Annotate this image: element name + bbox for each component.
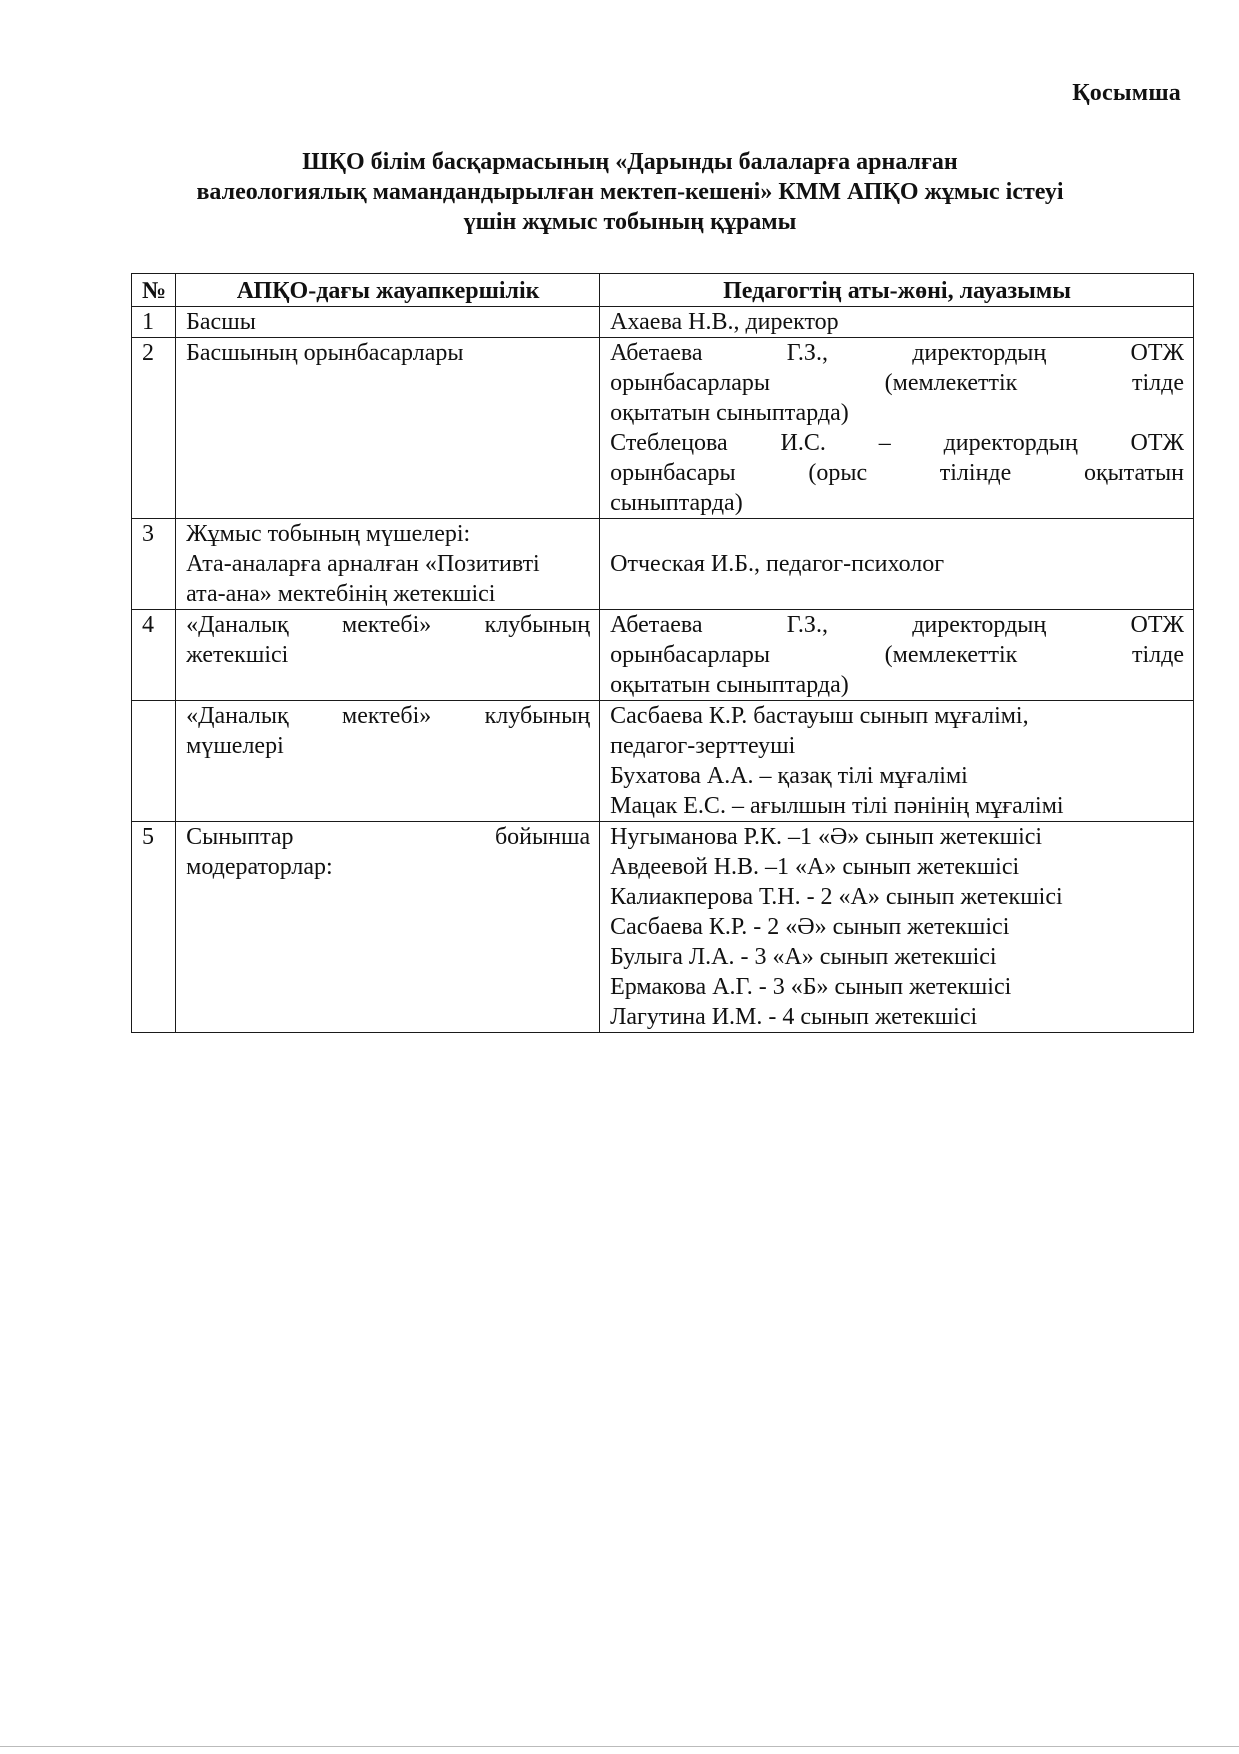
responsibility-text: Басшының орынбасарлары [186,340,464,366]
person-text: Стеблецова И.С. – директордың ОТЖ [610,430,1184,456]
responsibility-text: «Даналық мектебі» клубының [186,612,591,638]
person-text: Калиакперова Т.Н. - 2 «А» сынып жетекшісі [610,884,1063,910]
row-number [132,701,176,822]
table-row [132,338,1194,519]
person-text: педагог-зерттеуші [610,733,796,759]
responsibility-text: Сыныптар бойынша [186,824,591,850]
person-text: Абетаева Г.З., директордың ОТЖ [610,340,1184,366]
page-bottom-divider [0,1746,1239,1747]
person-text: сыныптарда) [610,490,743,516]
person-cell [600,610,1194,701]
table-row [132,307,1194,338]
person-text: орынбасары (орыс тілінде оқытатын [610,460,1184,486]
working-group-table [131,273,1194,1033]
responsibility-cell [176,307,600,338]
responsibility-text: жетекшісі [186,642,289,668]
row-number: 2 [132,338,176,519]
person-text: Авдеевой Н.В. –1 «А» сынып жетекшісі [610,854,1020,880]
row-number: 5 [132,822,176,1033]
person-text: Лагутина И.М. - 4 сынып жетекшісі [610,1004,978,1030]
person-text: Мацак Е.С. – ағылшын тілі пәнінің мұғалімі [610,793,1064,819]
header-responsibility: АПҚО-дағы жауапкершілік [176,274,600,307]
responsibility-text: ата-ана» мектебінің жетекшісі [186,581,496,607]
responsibility-cell [176,610,600,701]
header-number: № [132,274,176,307]
person-cell [600,701,1194,822]
person-text: орынбасарлары (мемлекеттік тілде [610,370,1184,396]
responsibility-cell [176,519,600,610]
responsibility-text: «Даналық мектебі» клубының [186,703,591,729]
person-text: Ахаева Н.В., директор [610,309,839,335]
table-row [132,519,1194,610]
person-cell [600,519,1194,610]
person-text: Сасбаева К.Р. бастауыш сынып мұғалімі, [610,703,1029,729]
responsibility-text: Ата-аналарға арналған «Позитивті [186,551,540,577]
title-line: ШҚО білім басқармасының «Дарынды балаларға арналған [302,149,958,175]
table-row [132,701,1194,822]
person-text: оқытатын сыныптарда) [610,672,849,698]
responsibility-cell [176,822,600,1033]
responsibility-text: мүшелері [186,733,284,759]
responsibility-text: Басшы [186,309,256,335]
person-text: Отческая И.Б., педагог-психолог [610,551,945,577]
row-number: 4 [132,610,176,701]
table-row [132,610,1194,701]
person-cell [600,338,1194,519]
responsibility-text: модераторлар: [186,854,333,880]
appendix-label: Қосымша [1072,80,1181,106]
document-title [130,147,1130,237]
person-text: Ермакова А.Г. - 3 «Б» сынып жетекшісі [610,974,1012,1000]
person-text: оқытатын сыныптарда) [610,400,849,426]
person-text: Бухатова А.А. – қазақ тілі мұғалімі [610,763,968,789]
row-number: 1 [132,307,176,338]
person-cell [600,307,1194,338]
person-text: Абетаева Г.З., директордың ОТЖ [610,612,1184,638]
table-row [132,822,1194,1033]
responsibility-cell [176,338,600,519]
responsibility-cell [176,701,600,822]
header-person: Педагогтің аты-жөні, лауазымы [600,274,1194,307]
person-text: Булыга Л.А. - 3 «А» сынып жетекшісі [610,944,997,970]
person-cell [600,822,1194,1033]
responsibility-text: Жұмыс тобының мүшелері: [186,521,471,547]
title-line: үшін жұмыс тобының құрамы [463,209,797,235]
person-text: орынбасарлары (мемлекеттік тілде [610,642,1184,668]
table-header-row [132,274,1194,307]
person-text: Нугыманова Р.К. –1 «Ә» сынып жетекшісі [610,824,1043,850]
row-number: 3 [132,519,176,610]
title-line: валеологиялық мамандандырылған мектеп-кешені» КММ АПҚО жұмыс істеуі [196,179,1064,205]
person-text: Сасбаева К.Р. - 2 «Ә» сынып жетекшісі [610,914,1010,940]
